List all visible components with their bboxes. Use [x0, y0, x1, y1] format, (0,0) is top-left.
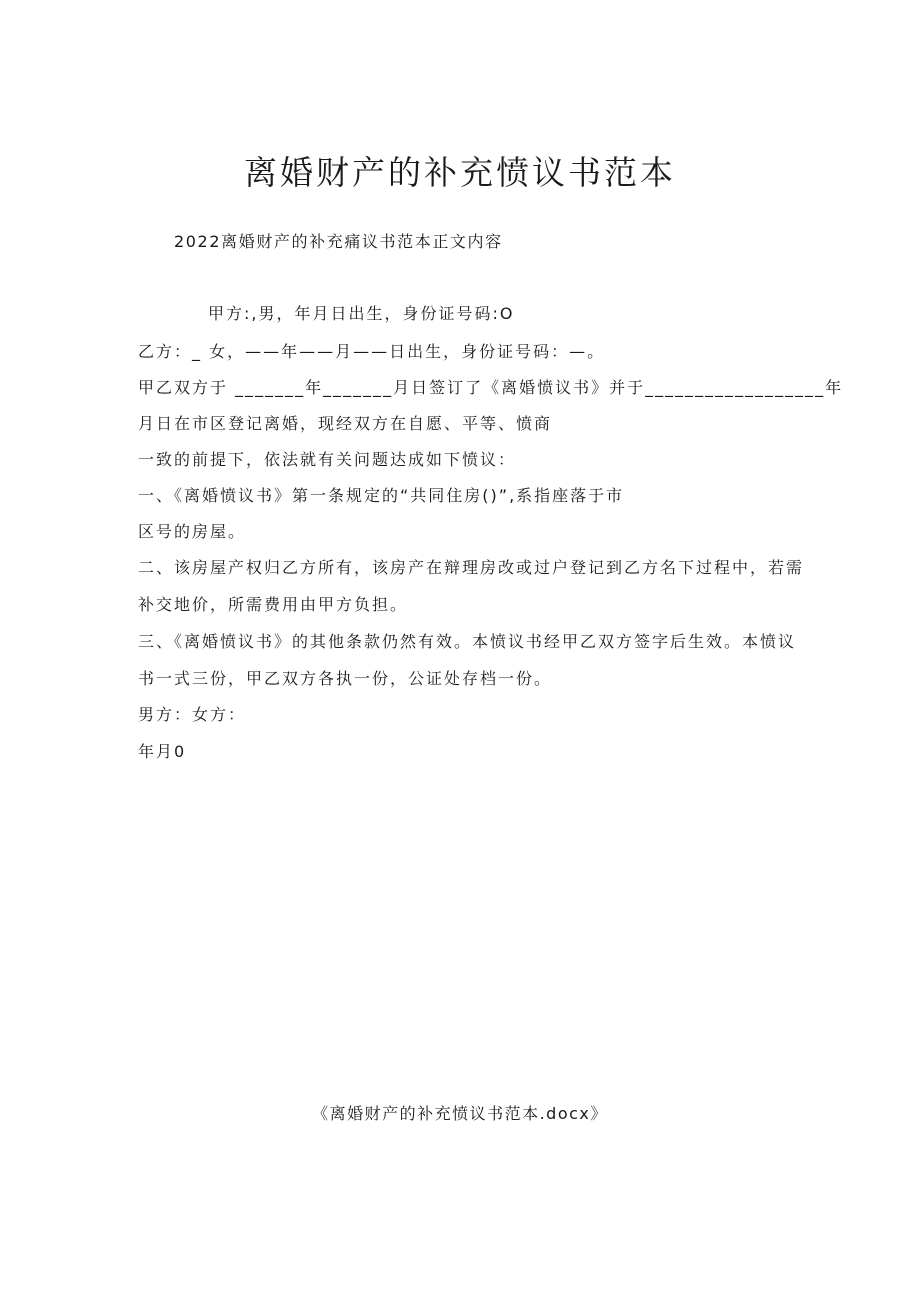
clause-three-line: 书一式三份，甲乙双方各执一份，公证处存档一份。	[138, 669, 553, 688]
body-paragraph-line: 月日在市区登记离婚，现经双方在自愿、平等、愤商	[138, 414, 553, 433]
document-title: 离婚财产的补充愤议书范本	[244, 153, 676, 192]
clause-two-line: 补交地价，所需费用由甲方负担。	[138, 595, 409, 614]
party-a-line: 甲方:,男，年月日出生，身份证号码:O	[208, 304, 515, 323]
document-subtitle: 2022离婚财产的补充痛议书范本正文内容	[174, 232, 503, 251]
document-footer-filename: 《离婚财产的补充愤议书范本.docx》	[312, 1104, 608, 1123]
body-paragraph-line: 甲乙双方于 _______年_______月日签订了《离婚愤议书》并于__________________年	[138, 378, 844, 397]
clause-three-line: 三、《离婚愤议书》的其他条款仍然有效。本愤议书经甲乙双方签字后生效。本愤议	[138, 632, 797, 651]
signature-parties: 男方：女方：	[138, 705, 247, 724]
clause-two-line: 二、该房屋产权归乙方所有，该房产在辩理房改或过户登记到乙方名下过程中，若需	[138, 558, 805, 577]
clause-one-line: 区号的房屋。	[138, 522, 247, 541]
party-b-line: 乙方：_ 女，——年——月——日出生，身份证号码：—。	[138, 342, 606, 361]
body-paragraph-line: 一致的前提下，依法就有关问题达成如下愤议：	[138, 450, 517, 469]
signature-date: 年月0	[138, 742, 187, 761]
clause-one-line: 一、《离婚愤议书》第一条规定的“共同住房()”,系指座落于市	[138, 486, 625, 505]
